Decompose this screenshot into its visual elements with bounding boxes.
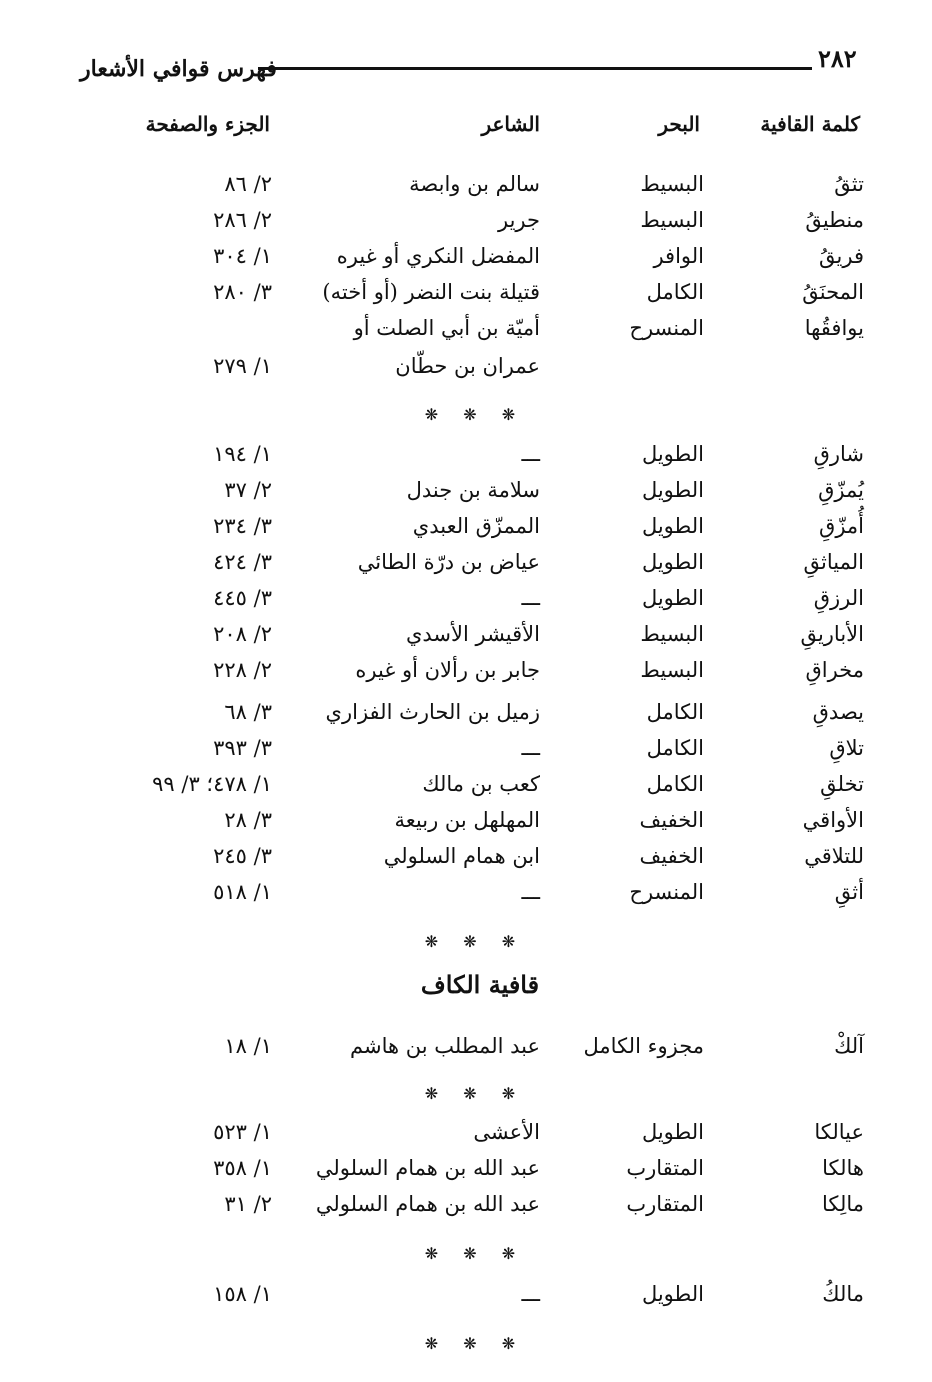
column-header-word: كلمة القافية	[760, 112, 860, 136]
table-row	[0, 316, 932, 352]
poet: ـــ	[521, 1282, 540, 1306]
table-row	[0, 1120, 932, 1156]
table-row	[0, 880, 932, 916]
volume-page: ٢/ ٨٦	[224, 172, 272, 196]
rhyme-word: تخلقِ	[820, 772, 864, 796]
meter: الطويل	[641, 586, 704, 610]
volume-page: ٣/ ٤٤٥	[213, 586, 272, 610]
volume-page: ١/ ٢٧٩	[213, 354, 272, 378]
rhyme-word: منطيقُ	[805, 208, 864, 232]
volume-page: ٢/ ٣١	[224, 1192, 272, 1216]
section-separator: ❋ ❋ ❋	[424, 1084, 526, 1103]
poet: ـــ	[521, 586, 540, 610]
table-row	[0, 586, 932, 622]
volume-page: ١/ ٥١٨	[213, 880, 272, 904]
poet: عبد الله بن همام السلولي	[315, 1192, 540, 1216]
header-rule	[258, 67, 812, 70]
section-title: قافية الكاف	[420, 970, 540, 999]
rhyme-word: مالِكا	[821, 1192, 864, 1216]
meter: الوافر	[653, 244, 704, 268]
poet: أميّة بن أبي الصلت أو	[353, 316, 540, 340]
volume-page: ١/ ٣٠٤	[213, 244, 272, 268]
section-separator: ❋ ❋ ❋	[424, 932, 526, 951]
table-row	[0, 208, 932, 244]
rhyme-word: الأواقي	[802, 808, 864, 832]
table-row	[0, 736, 932, 772]
rhyme-word: تلاقِ	[829, 736, 864, 760]
column-header-meter: البحر	[658, 112, 700, 136]
poet: ابن همام السلولي	[383, 844, 540, 868]
meter: المنسرح	[629, 316, 704, 340]
table-row	[0, 244, 932, 280]
table-row	[0, 622, 932, 658]
poet: عبد المطلب بن هاشم	[350, 1034, 540, 1058]
poet: ـــ	[521, 442, 540, 466]
table-row	[0, 808, 932, 844]
table-row	[0, 700, 932, 736]
volume-page: ١/ ١٨	[224, 1034, 272, 1058]
poet: الأعشى	[473, 1120, 540, 1144]
volume-page: ١/ ١٥٨	[213, 1282, 272, 1306]
volume-page: ٢/ ٢٠٨	[213, 622, 272, 646]
table-row	[0, 442, 932, 478]
table-row	[0, 478, 932, 514]
poet: ـــ	[521, 880, 540, 904]
meter: مجزوء الكامل	[583, 1034, 704, 1058]
volume-page: ١/ ٣٥٨	[213, 1156, 272, 1180]
volume-page: ١/ ٤٧٨؛ ٣/ ٩٩	[152, 772, 272, 796]
poet: كعب بن مالك	[422, 772, 540, 796]
rhyme-word: يوافقُها	[804, 316, 864, 340]
section-separator: ❋ ❋ ❋	[424, 1244, 526, 1263]
table-row	[0, 1192, 932, 1228]
meter: الكامل	[646, 772, 704, 796]
running-title: فهرس قوافي الأشعار	[80, 56, 277, 82]
rhyme-word: يصدقِ	[812, 700, 864, 724]
table-row	[0, 514, 932, 550]
meter: الخفيف	[639, 808, 704, 832]
rhyme-word: المياثقِ	[803, 550, 864, 574]
volume-page: ١/ ٥٢٣	[213, 1120, 272, 1144]
poet: قتيلة بنت النضر (أو أخته)	[322, 280, 540, 304]
meter: البسيط	[640, 658, 704, 682]
poet: سلامة بن جندل	[406, 478, 540, 502]
meter: المتقارب	[626, 1192, 704, 1216]
rhyme-word: للتلاقي	[804, 844, 864, 868]
meter: البسيط	[640, 208, 704, 232]
volume-page: ٣/ ٢٤٥	[213, 844, 272, 868]
poet: عبد الله بن همام السلولي	[315, 1156, 540, 1180]
poet: عمران بن حطّان	[395, 354, 540, 378]
volume-page: ٣/ ٢٨٠	[213, 280, 272, 304]
table-row	[0, 1034, 932, 1070]
meter: الخفيف	[639, 844, 704, 868]
poet: الأقيشر الأسدي	[405, 622, 540, 646]
rhyme-word: عيالكا	[814, 1120, 864, 1144]
rhyme-word: الرزقِ	[813, 586, 864, 610]
table-row	[0, 844, 932, 880]
rhyme-word: أُمزّقِ	[819, 514, 864, 538]
poet: زميل بن الحارث الفزاري	[325, 700, 540, 724]
rhyme-word: الأباريقِ	[800, 622, 864, 646]
volume-page: ٣/ ٣٩٣	[213, 736, 272, 760]
table-row	[0, 550, 932, 586]
rhyme-word: هالكا	[822, 1156, 864, 1180]
rhyme-word: مخراقِ	[805, 658, 864, 682]
volume-page: ٣/ ٤٢٤	[213, 550, 272, 574]
poet: الممزّق العبدي	[412, 514, 540, 538]
poet: المهلهل بن ربيعة	[394, 808, 540, 832]
volume-page: ٢/ ٢٢٨	[213, 658, 272, 682]
rhyme-word: شارقِ	[813, 442, 864, 466]
meter: الطويل	[641, 478, 704, 502]
poet: جرير	[498, 208, 540, 232]
table-row	[0, 772, 932, 808]
page-number: ٢٨٢	[818, 44, 857, 73]
rhyme-word: آلكْ	[834, 1034, 864, 1058]
column-header-poet: الشاعر	[481, 112, 540, 136]
poet: جابر بن رألان أو غيره	[355, 658, 540, 682]
rhyme-word: تثقُ	[834, 172, 864, 196]
meter: المنسرح	[629, 880, 704, 904]
meter: الطويل	[641, 1282, 704, 1306]
meter: الطويل	[641, 1120, 704, 1144]
section-separator: ❋ ❋ ❋	[424, 405, 526, 424]
volume-page: ٣/ ٦٨	[224, 700, 272, 724]
meter: البسيط	[640, 622, 704, 646]
rhyme-word: فريقُ	[819, 244, 864, 268]
table-row	[0, 280, 932, 316]
poet: ـــ	[521, 736, 540, 760]
column-header-ref: الجزء والصفحة	[145, 112, 270, 136]
volume-page: ٣/ ٢٨	[224, 808, 272, 832]
table-row	[0, 1282, 932, 1318]
meter: المتقارب	[626, 1156, 704, 1180]
meter: البسيط	[640, 172, 704, 196]
meter: الطويل	[641, 442, 704, 466]
volume-page: ٢/ ٣٧	[224, 478, 272, 502]
volume-page: ١/ ١٩٤	[213, 442, 272, 466]
poet: عياض بن درّة الطائي	[357, 550, 540, 574]
rhyme-word: المحنَقُ	[802, 280, 864, 304]
table-row	[0, 658, 932, 694]
meter: الطويل	[641, 550, 704, 574]
table-row	[0, 354, 932, 390]
section-separator: ❋ ❋ ❋	[424, 1334, 526, 1353]
rhyme-word: أثقِ	[834, 880, 864, 904]
volume-page: ٢/ ٢٨٦	[213, 208, 272, 232]
rhyme-word: يُمزّقِ	[818, 478, 864, 502]
poet: سالم بن وابصة	[409, 172, 540, 196]
poet: المفضل النكري أو غيره	[336, 244, 540, 268]
volume-page: ٣/ ٢٣٤	[213, 514, 272, 538]
rhyme-word: مالكُ	[822, 1282, 864, 1306]
meter: الطويل	[641, 514, 704, 538]
table-row	[0, 1156, 932, 1192]
table-row	[0, 172, 932, 208]
meter: الكامل	[646, 736, 704, 760]
meter: الكامل	[646, 280, 704, 304]
meter: الكامل	[646, 700, 704, 724]
